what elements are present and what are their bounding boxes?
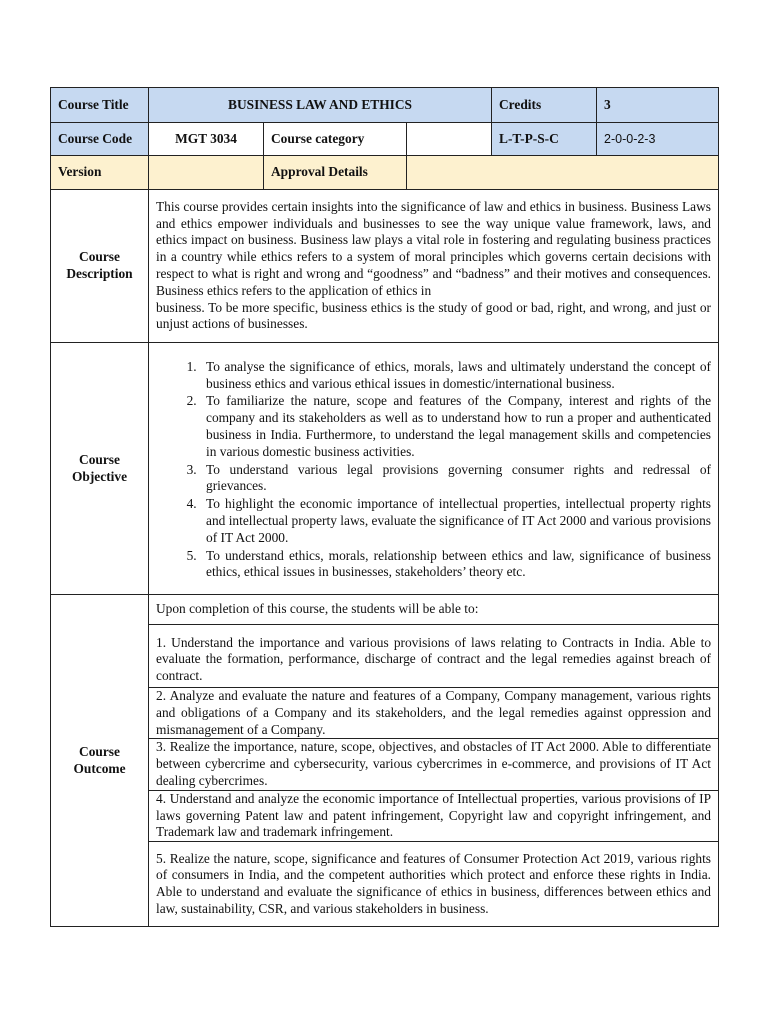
course-objective-list xyxy=(156,359,711,581)
ltpsc-value: 2-0-0-2-3 xyxy=(597,123,719,156)
course-category-label: Course category xyxy=(264,123,407,156)
outcome-item: 1. Understand the importance and various provisions of laws relating to Contracts in India. Able to evaluate the formation, performance, discharge of contract and the legal remedies against breach of contract. xyxy=(149,625,719,688)
objective-item: 4. To highlight the economic importance of intellectual properties, intellectual property rights and intellectual property laws, evaluate the significance of IT Act 2000 and various provisions of IT Act 2000. xyxy=(200,496,711,546)
course-description-label: Course Description xyxy=(51,190,149,343)
course-code-value: MGT 3034 xyxy=(149,123,264,156)
description-paragraph: This course provides certain insights into the significance of law and ethics in business. Business Laws and ethics empower individuals and businesses to see the way unique value framework, laws, and ethics impact on business. Business law plays a vital role in fostering and regulating business practices in a country while ethics refers to a system of moral principles which governs certain decisions with respect to what is right and wrong and “goodness” and “badness” and their motives and consequences. Business ethics refers to the application of ethics in xyxy=(156,198,712,298)
course-title-value: BUSINESS LAW AND ETHICS xyxy=(149,88,492,123)
approval-details-label: Approval Details xyxy=(264,156,407,190)
outcome-item: 3. Realize the importance, nature, scope, objectives, and obstacles of IT Act 2000. Able to differentiate between cybercrime and cybersecurity, various cybercrimes in e-commerce, and provisions of IT Act dealing cybercrimes. xyxy=(149,739,719,790)
course-title-label: Course Title xyxy=(51,88,149,123)
objective-item: 2. To familiarize the nature, scope and features of the Company, interest and rights of the company and its stakeholders as well as to understand how to run a proper and authenticated business in India. Furthermore, to understand the legal management skills and competencies in various domestic business activities. xyxy=(200,393,711,460)
approval-details-value xyxy=(407,156,719,190)
course-code-label: Course Code xyxy=(51,123,149,156)
credits-value: 3 xyxy=(597,88,719,123)
course-objective-list-cell xyxy=(149,343,719,595)
ltpsc-label: L-T-P-S-C xyxy=(492,123,597,156)
objective-item: 3. To understand various legal provisions governing consumer rights and redressal of grievances. xyxy=(200,462,711,496)
course-table xyxy=(50,87,719,927)
course-category-value xyxy=(407,123,492,156)
outcome-intro: Upon completion of this course, the students will be able to: xyxy=(149,595,719,625)
outcome-item: 5. Realize the nature, scope, significance and features of Consumer Protection Act 2019, various rights of consumers in India, and the competent authorities which protect and enforce these rights in India. Able to understand and evaluate the significance of ethics in business, differences between ethics and law, sustainability, CSR, and various stakeholders in business. xyxy=(149,842,719,927)
objective-item: 1. To analyse the significance of ethics, morals, laws and ultimately understand the concept of business ethics and various ethical issues in domestic/international business. xyxy=(200,359,711,393)
version-label: Version xyxy=(51,156,149,190)
objective-item: 5. To understand ethics, morals, relationship between ethics and law, significance of business ethics, ethical issues in businesses, stakeholders’ theory etc. xyxy=(200,548,711,582)
course-outcome-label: Course Outcome xyxy=(51,595,149,927)
description-paragraph-continued: business. To be more specific, business ethics is the study of good or bad, right, and wrong, and just or unjust actions of businesses. xyxy=(156,299,712,332)
credits-label: Credits xyxy=(492,88,597,123)
outcome-item: 2. Analyze and evaluate the nature and features of a Company, Company management, various rights and obligations of a Company and its stakeholders, and the legal remedies against oppression and mismanagement of a Company. xyxy=(149,688,719,739)
version-value xyxy=(149,156,264,190)
course-objective-label: Course Objective xyxy=(51,343,149,595)
course-description-text xyxy=(149,190,719,343)
outcome-item: 4. Understand and analyze the economic importance of Intellectual properties, various provisions of IP laws governing Patent law and patent infringement, Copyright law and copyright infringement, and Trademark law and trademark infringement. xyxy=(149,790,719,841)
